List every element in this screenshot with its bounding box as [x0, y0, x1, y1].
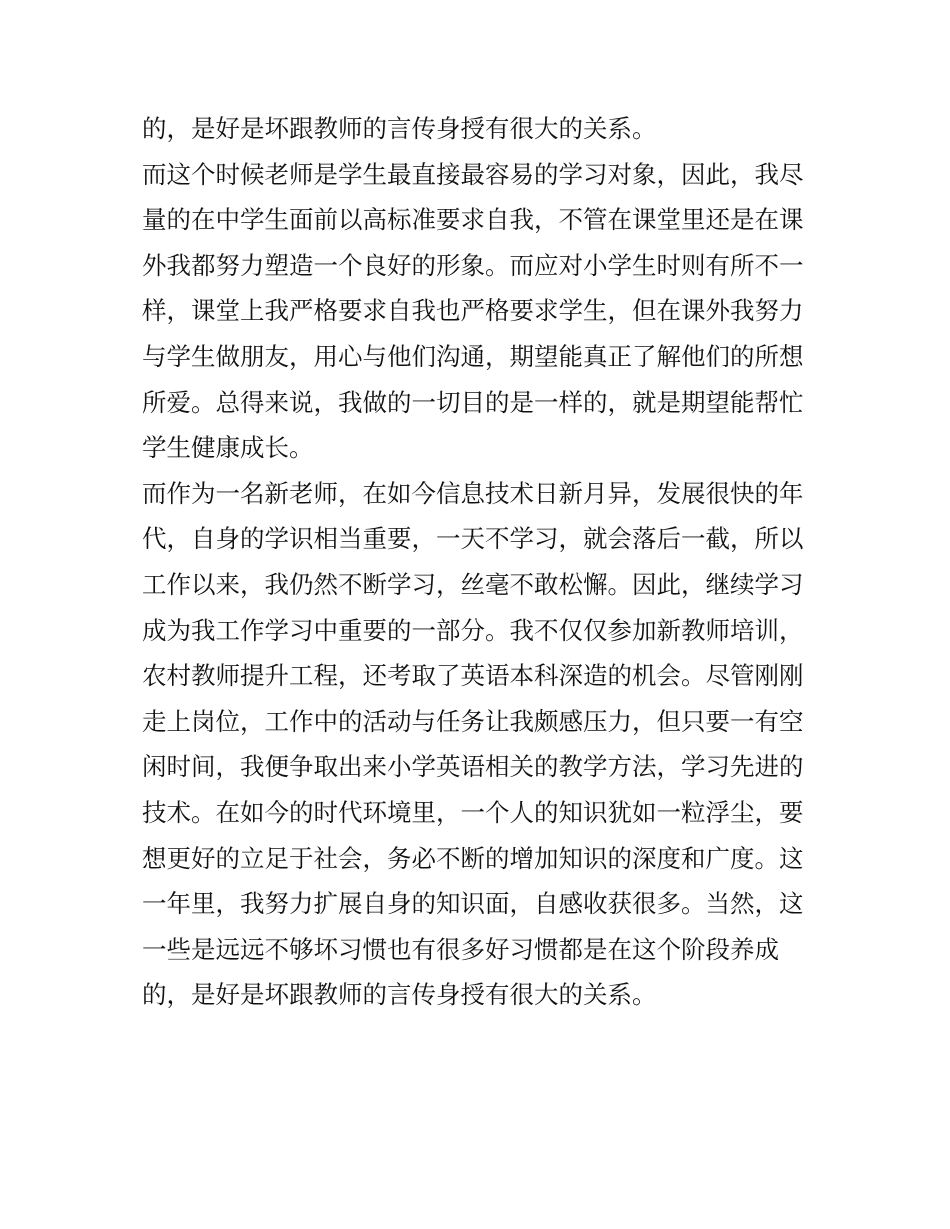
text-line: 外我都努力塑造一个良好的形象。而应对小学生时则有所不一 — [142, 250, 804, 280]
text-line: 的，是好是坏跟教师的言传身授有很大的关系。 — [142, 980, 657, 1010]
text-line: 一年里，我努力扩展自身的知识面，自感收获很多。当然，这 — [142, 889, 804, 919]
text-line: 成为我工作学习中重要的一部分。我不仅仅参加新教师培训， — [142, 615, 804, 645]
text-line: 量的在中学生面前以高标准要求自我，不管在课堂里还是在课 — [142, 205, 804, 235]
text-line: 技术。在如今的时代环境里，一个人的知识犹如一粒浮尘，要 — [142, 797, 804, 827]
text-line: 而作为一名新老师，在如今信息技术日新月异，发展很快的年 — [142, 478, 804, 508]
text-line: 工作以来，我仍然不断学习，丝毫不敢松懈。因此，继续学习 — [142, 569, 804, 599]
text-line: 代，自身的学识相当重要，一天不学习，就会落后一截，所以 — [142, 524, 804, 554]
text-line: 所爱。总得来说，我做的一切目的是一样的，就是期望能帮忙 — [142, 387, 804, 417]
text-line: 学生健康成长。 — [142, 433, 314, 463]
text-column — [142, 106, 822, 1018]
text-line: 走上岗位，工作中的活动与任务让我颇感压力，但只要一有空 — [142, 706, 804, 736]
text-line: 的，是好是坏跟教师的言传身授有很大的关系。 — [142, 114, 657, 143]
text-line: 与学生做朋友，用心与他们沟通，期望能真正了解他们的所想 — [142, 341, 804, 371]
text-line: 农村教师提升工程，还考取了英语本科深造的机会。尽管刚刚 — [142, 661, 804, 691]
text-line: 而这个时候老师是学生最直接最容易的学习对象，因此，我尽 — [142, 159, 804, 189]
text-line: 一些是远远不够坏习惯也有很多好习惯都是在这个阶段养成 — [142, 934, 779, 964]
text-line: 闲时间，我便争取出来小学英语相关的教学方法，学习先进的 — [142, 752, 804, 782]
text-line: 样，课堂上我严格要求自我也严格要求学生，但在课外我努力 — [142, 296, 804, 326]
text-line: 想更好的立足于社会，务必不断的增加知识的深度和广度。这 — [142, 843, 804, 873]
